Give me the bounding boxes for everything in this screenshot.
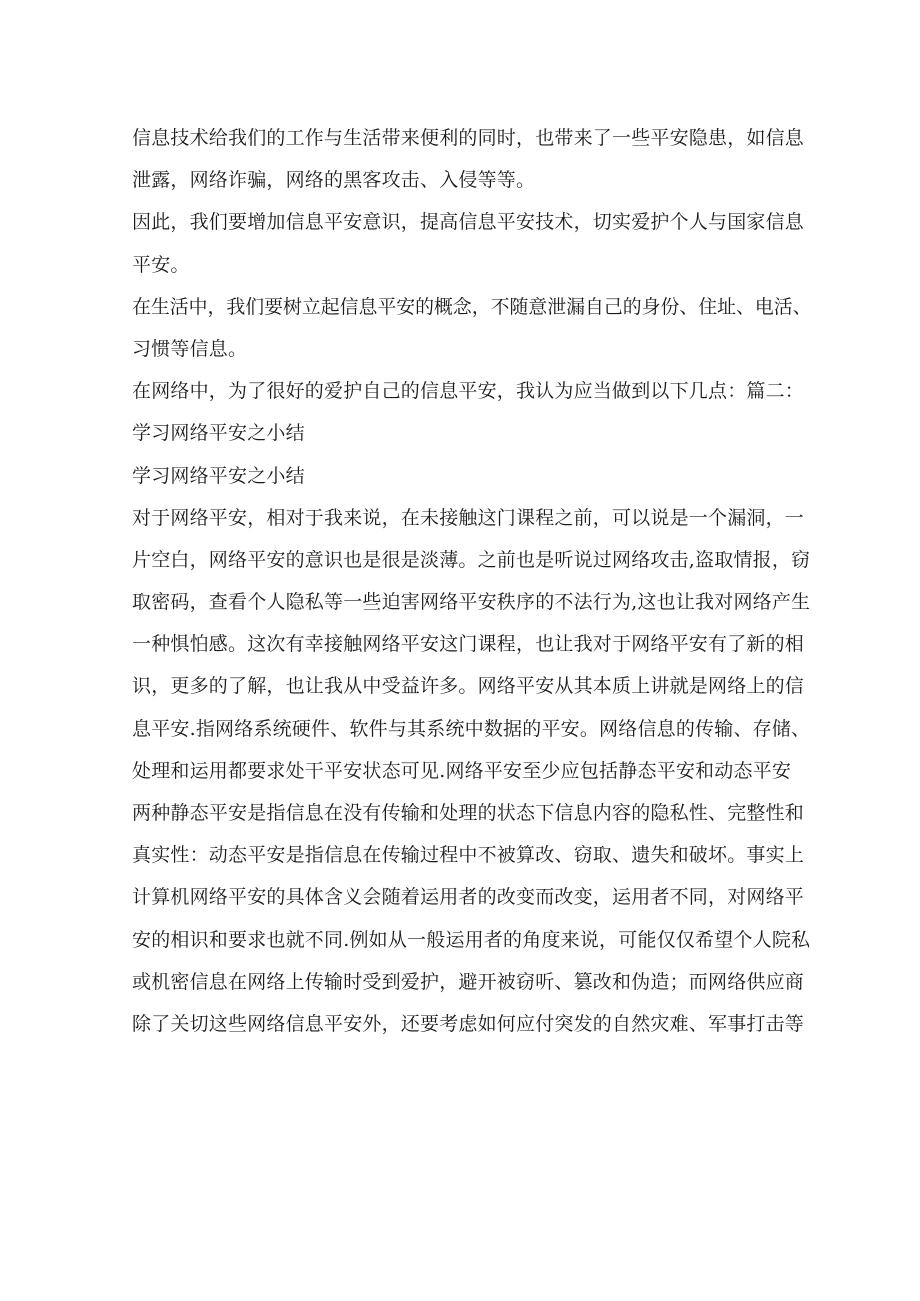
section-heading: 学习网络平安之小结 bbox=[132, 464, 305, 487]
text-line: 在网络中，为了很好的爱护自己的信息平安，我认为应当做到以下几点：篇二： bbox=[132, 380, 805, 403]
text-line: 一种惧怕感。这次有幸接触网络平安这门课程，也让我对于网络平安有了新的相 bbox=[132, 633, 805, 656]
text-line: 两种静态平安是指信息在没有传输和处理的状态下信息内容的隐私性、完整性和 bbox=[132, 802, 805, 824]
text-line: 取密码，查看个人隐私等一些迫害网络平安秩序的不法行为,这也让我对网络产生 bbox=[132, 591, 811, 614]
text-line: 对于网络平安，相对于我来说，在未接触这门课程之前，可以说是一个漏洞，一 bbox=[132, 506, 805, 529]
text-line: 或机密信息在网络上传输时受到爱护，避开被窃听、篡改和伪造；而网络供应商 bbox=[132, 970, 805, 993]
text-line: 习惯等信息。 bbox=[132, 337, 248, 360]
text-line: 除了关切这些网络信息平安外，还要考虑如何应付突发的自然灾难、军事打击等 bbox=[132, 1012, 805, 1035]
text-line: 因此，我们要增加信息平安意识，提高信息平安技术，切实爱护个人与国家信息 bbox=[132, 211, 805, 234]
document-body bbox=[132, 117, 812, 1045]
text-line: 泄露，网络诈骗，网络的黑客攻击、入侵等等。 bbox=[132, 169, 536, 192]
text-line: 安的相识和要求也就不同.例如从一般运用者的角度来说，可能仅仅希望个人院私 bbox=[132, 928, 811, 951]
text-line: 在生活中，我们要树立起信息平安的概念，不随意泄漏自己的身份、住址、电活、 bbox=[132, 295, 812, 318]
text-line: 识，更多的了解，也让我从中受益许多。网络平安从其本质上讲就是网络上的信 bbox=[132, 675, 805, 698]
text-line: 平安。 bbox=[132, 253, 190, 276]
section-heading: 学习网络平安之小结 bbox=[132, 422, 305, 445]
text-line: 信息技术给我们的工作与生活带来便利的同时，也带来了一些平安隐患，如信息 bbox=[132, 127, 805, 149]
text-line: 计算机网络平安的具体含义会随着运用者的改变而改变，运用者不同，对网络平 bbox=[132, 886, 805, 909]
text-line: 息平安.指网络系统硬件、软件与其系统中数据的平安。网络信息的传输、存储、 bbox=[132, 717, 811, 740]
text-line: 真实性：动态平安是指信息在传输过程中不被算改、窃取、遗失和破坏。事实上 bbox=[132, 844, 805, 867]
text-line: 片空白，网络平安的意识也是很是淡薄。之前也是听说过网络攻击,盗取情报，窃 bbox=[132, 548, 811, 571]
text-line: 处理和运用都要求处干平安状态可见.网络平安至少应包括静态平安和动态平安 bbox=[132, 759, 792, 782]
